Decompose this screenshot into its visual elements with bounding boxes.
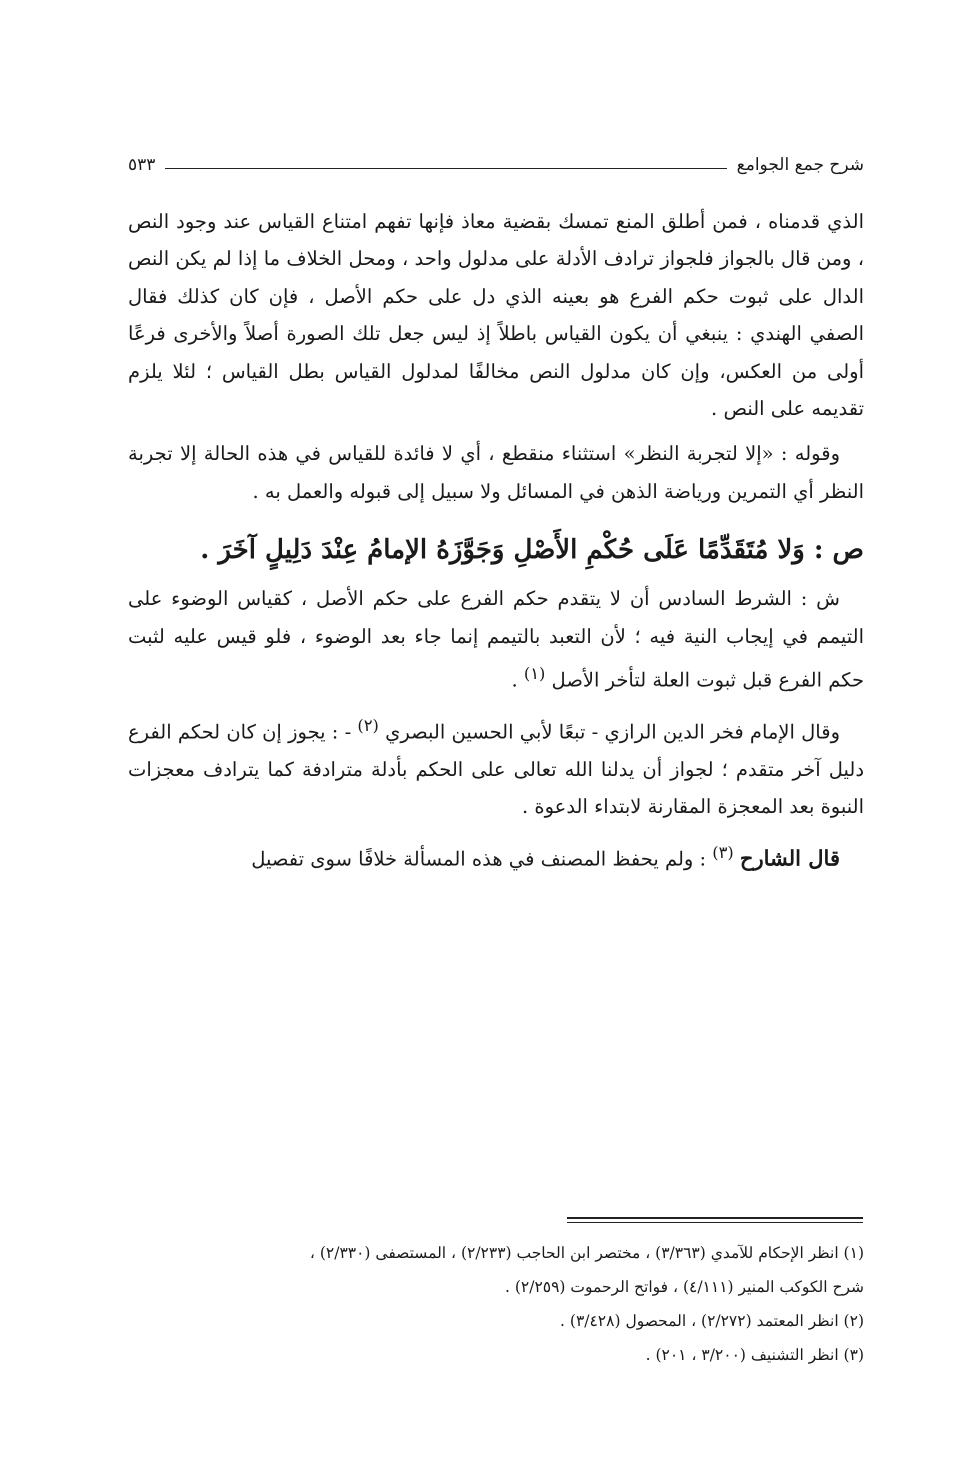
footnote-ref-2: (٢) [357, 715, 379, 735]
paragraph-3-text: ش : الشرط السادس أن لا يتقدم حكم الفرع على حكم الأصل ، كقياس الوضوء على التيمم في إيجاب النية فيه ؛ لأن التعبد بالتيمم إنما جاء بعد الوضوء ، فلو قيس عليه لثبت حكم الفرع قبل ثبوت العلة لتأخر الأصل [128, 587, 864, 692]
footnote-ref-1: (١) [523, 664, 546, 684]
paragraph-4-text-a: وقال الإمام فخر الدين الرازي - تبعًا لأبي الحسين البصري [378, 720, 840, 744]
footnotes [128, 1236, 864, 1372]
paragraph-4-text-b: - : يجوز إن كان لحكم الفرع دليل آخر متقدم ؛ لجواز أن يدلنا الله تعالى على الحكم بأدلة مترادفة كما يترادف معجزات النبوة بعد المعجزة المقارنة لابتداء الدعوة . [128, 720, 864, 819]
footnote-2: (٢) انظر المعتمد (٢/٢٧٢) ، المحصول (٣/٤٢٨) . [560, 1312, 864, 1330]
sharih-label: قال الشارح [739, 845, 840, 871]
footnote-1-cont: شرح الكوكب المنير (٤/١١١) ، فواتح الرحموت (٢/٢٥٩) . [504, 1278, 864, 1296]
paragraph-5-text: : ولم يحفظ المصنف في هذه المسألة خلافًا سوى تفصيل [251, 847, 713, 871]
paragraph-2: وقوله : «إلا لتجربة النظر» استثناء منقطع ، أي لا فائدة للقياس في هذه الحالة إلا تجربة النظر أي التمرين ورياضة الذهن في المسائل ولا سبيل إلى قبوله والعمل به . [128, 442, 864, 503]
page-number: ٥٣٣ [128, 155, 156, 175]
paragraph-3-end: . [511, 668, 524, 692]
paragraph-1: الذي قدمناه ، فمن أطلق المنع تمسك بقضية معاذ فإنها تفهم امتناع القياس عند وجود النص ، ومن قال بالجواز فلجواز ترادف الأدلة على مدلول واحد ، ومحل الخلاف ما إذا لم يكن النص الدال على ثبوت حكم الفرع هو بعينه الذي دل على حكم الأصل ، فإن كان كذلك فقال الصفي الهندي : ينبغي أن يكون القياس باطلاً إذ ليس جعل تلك الصورة أصلاً والأخرى فرعًا أولى من العكس، وإن كان مدلول النص مخالفًا لمدلول القياس بطل القياس ؛ لئلا يلزم تقديمه على النص . [128, 210, 864, 421]
paragraph-5 [128, 834, 864, 878]
footnote-separator [567, 1217, 863, 1219]
paragraph-3 [128, 580, 864, 699]
matn-text: ص : وَلا مُتَقَدِّمًا عَلَى حُكْمِ الأَصْلِ وَجَوَّزَهُ الإمامُ عِنْدَ دَلِيلٍ آخَرَ . [200, 535, 864, 566]
book-title: شرح جمع الجوامع [736, 155, 864, 175]
footnote-separator-thin [567, 1222, 863, 1223]
footnote-ref-3: (٣) [712, 842, 734, 862]
running-header [128, 150, 864, 180]
footnote-1: (١) انظر الإحكام للآمدي (٣/٣٦٣) ، مختصر ابن الحاجب (٢/٢٣٣) ، المستصفى (٢/٣٣٠) ، [309, 1244, 864, 1262]
main-text [128, 203, 864, 878]
header-rule [165, 168, 726, 169]
paragraph-4 [128, 707, 864, 826]
footnote-3: (٣) انظر التشنيف (٣/٢٠٠ ، ٢٠١) . [645, 1346, 864, 1364]
